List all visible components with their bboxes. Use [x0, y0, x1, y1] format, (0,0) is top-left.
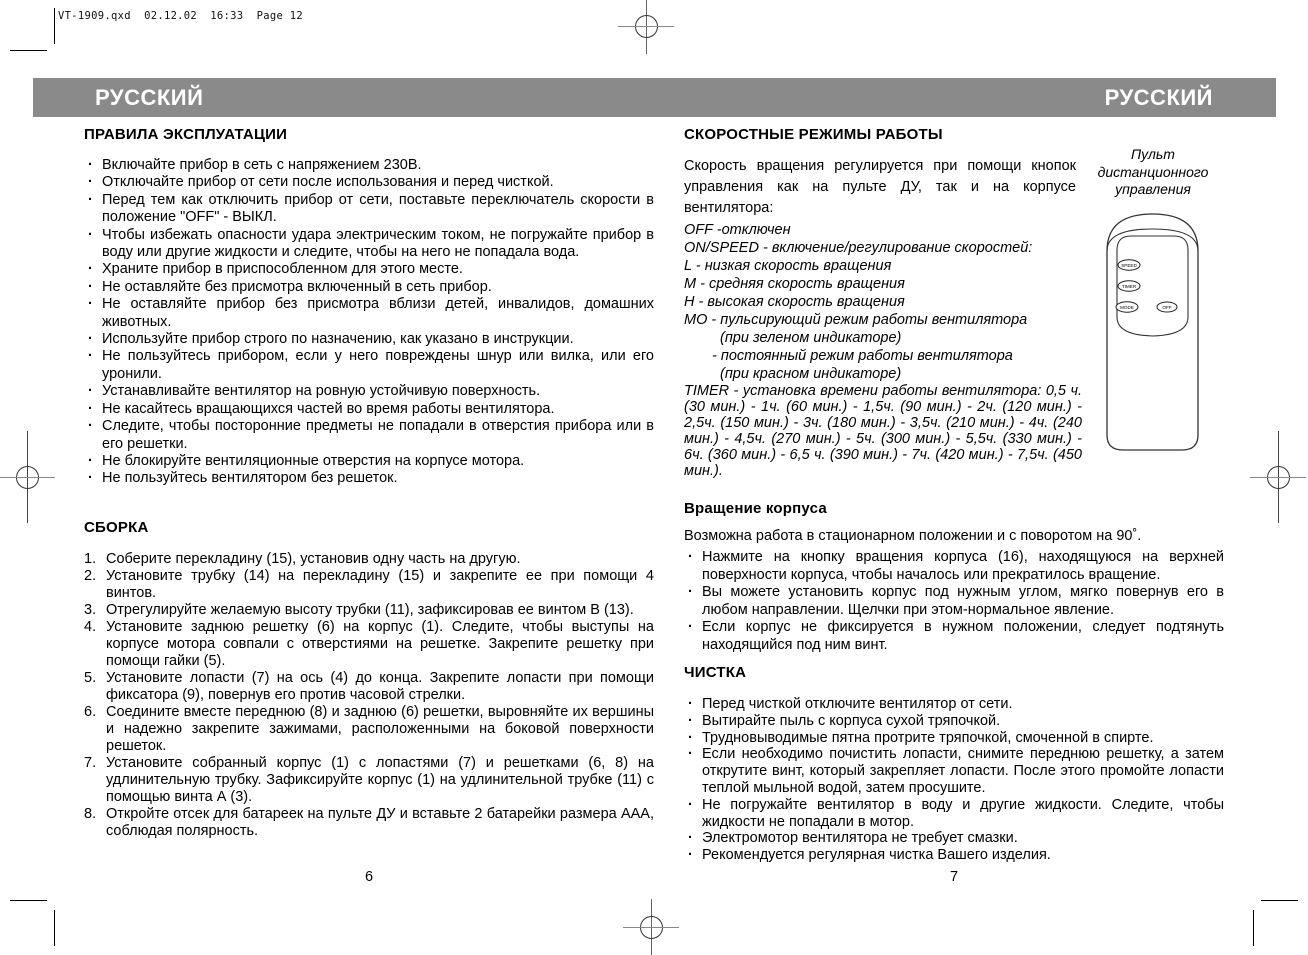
page-number-left: 6: [364, 869, 374, 885]
language-header-left: РУССКИЙ: [95, 85, 204, 110]
section-title-cleaning: ЧИСТКА: [684, 664, 747, 681]
rotation-list: [684, 549, 1224, 654]
list-item: Откройте отсек для батареек на пульте ДУ и вставьте 2 батарейки размера ААА, соблюдая полярность.: [106, 806, 654, 839]
list-item: · Не оставляйте прибор без присмотра вблизи детей, инвалидов, домашних животных.: [84, 296, 654, 331]
mode-line: ON/SPEED - включение/регулирование скоростей:: [684, 240, 1033, 256]
mode-line: (при зеленом индикаторе): [720, 330, 902, 346]
list-item: · Если необходимо почистить лопасти, снимите переднюю решетку, а затем открутите винт, который закрепляет лопасти. После этого промойте лопасти теплой мыльной водой, затем просушите.: [684, 746, 1224, 796]
list-item: · Вытирайте пыль с корпуса сухой тряпочкой.: [684, 713, 1224, 730]
language-header-right: РУССКИЙ: [1104, 85, 1213, 110]
list-item: · Трудновыводимые пятна протрите тряпочкой, смоченной в спирте.: [684, 730, 1224, 747]
page-number-right: 7: [949, 869, 959, 885]
crop-mark: [54, 910, 55, 946]
list-item: · Не оставляйте без присмотра включенный в сеть прибор.: [84, 279, 654, 296]
list-item: · Не касайтесь вращающихся частей во время работы вентилятора.: [84, 401, 654, 418]
list-item: Соберите перекладину (15), установив одну часть на другую.: [106, 551, 521, 567]
remote-control-figure: [1103, 205, 1202, 457]
svg-text:OFF: OFF: [1162, 304, 1172, 310]
mode-line: H - высокая скорость вращения: [684, 294, 905, 310]
list-item: · Не пользуйтесь вентилятором без решеток.: [84, 470, 654, 487]
print-slug: VT-1909.qxd 02.12.02 16:33 Page 12: [58, 10, 303, 22]
cleaning-list: [684, 696, 1224, 864]
list-item: · Перед тем как отключить прибор от сети, поставьте переключатель скорости в положение "OFF" - ВЫКЛ.: [84, 192, 654, 227]
crop-mark: [54, 8, 55, 44]
speed-modes-intro: Скорость вращения регулируется при помощи кнопок управления как на пульте ДУ, так и на корпусе вентилятора:: [684, 158, 1076, 216]
mode-line: OFF -отключен: [684, 222, 791, 238]
assembly-steps: [84, 551, 654, 840]
remote-button-off: [1157, 302, 1177, 312]
list-item: · Используйте прибор строго по назначению, как указано в инструкции.: [84, 331, 654, 348]
crop-mark: [10, 50, 47, 51]
timer-description: TIMER - установка времени работы вентилятора: 0,5 ч. (30 мин.) - 1ч. (60 мин.) - 1,5ч. (90 мин.) - 2ч. (120 мин.) - 2,5ч. (150 мин.) - 3ч. (180 мин.) - 3,5ч. (210 мин.) - 4ч. (240 мин.) - 4,5ч. (270 мин.) - 5ч. (300 мин.) - 5,5ч. (330 мин.) - 6ч. (360 мин.) - 6,5 ч. (390 мин.) - 7ч. (420 мин.) - 7,5ч. (450 мин.).: [684, 383, 1082, 479]
crop-mark: [1261, 900, 1298, 901]
list-item: · Электромотор вентилятора не требует смазки.: [684, 830, 1224, 847]
remote-button-speed: [1118, 260, 1140, 270]
remote-button-mode: [1116, 302, 1138, 312]
speed-modes-list: [684, 221, 1084, 383]
svg-text:MODE: MODE: [1120, 304, 1134, 310]
rotation-intro: Возможна работа в стационарном положении и с поворотом на 90˚.: [684, 528, 1142, 544]
mode-line: MO - пульсирующий режим работы вентилятора: [684, 312, 1028, 328]
section-title-assembly: СБОРКА: [84, 519, 149, 536]
registration-mark: [1250, 431, 1306, 523]
list-item: Установите собранный корпус (1) с лопастями (7) и решетками (6, 8) на удлинительную трубку. Зафиксируйте корпус (1) на удлинительной трубке (11) с помощью винта А (3).: [106, 755, 654, 805]
list-item: · Не пользуйтесь прибором, если у него повреждены шнур или вилка, или его уронили.: [84, 348, 654, 383]
section-title-rotation: Вращение корпуса: [684, 500, 827, 517]
list-item: · Вы можете установить корпус под нужным углом, мягко повернув его в любом направлении. Щелчки при этом-нормальное явление.: [684, 584, 1224, 619]
registration-mark: [618, 0, 674, 54]
list-item: · Следите, чтобы посторонние предметы не попадали в отверстия прибора или в его решетки.: [84, 418, 654, 453]
list-item: · Не блокируйте вентиляционные отверстия на корпусе мотора.: [84, 453, 654, 470]
list-item: · Если корпус не фиксируется в нужном положении, следует подтянуть находящийся под ним винт.: [684, 619, 1224, 654]
list-item: Установите трубку (14) на перекладину (15) и закрепите ее при помощи 4 винтов.: [106, 568, 654, 601]
list-item: · Чтобы избежать опасности удара электрическим током, не погружайте прибор в воду или другие жидкости и следите, чтобы на него не попадала вода.: [84, 227, 654, 262]
mode-line: M - средняя скорость вращения: [684, 276, 905, 292]
section-title-speed-modes: СКОРОСТНЫЕ РЕЖИМЫ РАБОТЫ: [684, 126, 943, 143]
list-item: · Включайте прибор в сеть с напряжением 230В.: [84, 157, 654, 174]
mode-line: (при красном индикаторе): [720, 366, 902, 382]
list-item: · Отключайте прибор от сети после использования и перед чисткой.: [84, 174, 654, 191]
list-item: · Рекомендуется регулярная чистка Вашего изделия.: [684, 847, 1224, 864]
rules-list: [84, 157, 654, 488]
svg-text:TIMER: TIMER: [1121, 283, 1137, 289]
remote-caption: Пульт дистанционного управления: [1097, 146, 1209, 197]
header-band: [33, 78, 1276, 117]
list-item: · Перед чисткой отключите вентилятор от сети.: [684, 696, 1224, 713]
list-item: · Устанавливайте вентилятор на ровную устойчивую поверхность.: [84, 383, 654, 400]
svg-text:SPEED: SPEED: [1121, 262, 1137, 268]
registration-mark: [623, 899, 679, 955]
list-item: Отрегулируйте желаемую высоту трубки (11), зафиксировав ее винтом В (13).: [106, 602, 634, 618]
mode-line: L - низкая скорость вращения: [684, 258, 892, 274]
list-item: · Не погружайте вентилятор в воду и другие жидкости. Следите, чтобы жидкости не попадали в мотор.: [684, 797, 1224, 831]
section-title-rules: ПРАВИЛА ЭКСПЛУАТАЦИИ: [84, 126, 288, 143]
crop-mark: [10, 900, 47, 901]
list-item: Установите заднюю решетку (6) на корпус (1). Следите, чтобы выступы на корпусе мотора совпали с отверстиями на решетке. Закрепите решетку при помощи гайки (5).: [106, 619, 654, 669]
list-item: · Храните прибор в приспособленном для этого месте.: [84, 261, 654, 278]
crop-mark: [1253, 910, 1254, 946]
list-item: Установите лопасти (7) на ось (4) до конца. Закрепите лопасти при помощи фиксатора (9), повернув его против часовой стрелки.: [106, 670, 654, 703]
list-item: · Нажмите на кнопку вращения корпуса (16), находящуюся на верхней поверхности корпуса, чтобы началось или прекратилось вращение.: [684, 549, 1224, 584]
mode-line: - постоянный режим работы вентилятора: [712, 348, 1013, 364]
registration-mark: [0, 431, 55, 523]
remote-button-timer: [1118, 281, 1140, 291]
list-item: Соедините вместе переднюю (8) и заднюю (6) решетки, выровняйте их вершины и надежно закрепите зажимами, расположенными на боковой поверхности решеток.: [106, 704, 654, 754]
